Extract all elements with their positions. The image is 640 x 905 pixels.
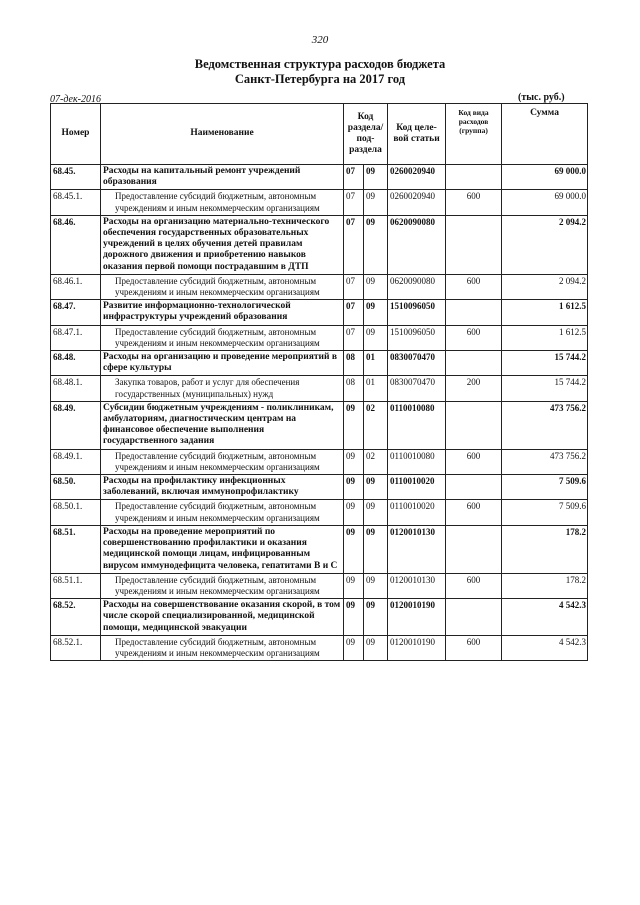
cell-target: 0620090080 — [388, 215, 446, 274]
header-name: Наименование — [101, 104, 344, 165]
cell-expense-type — [446, 165, 502, 190]
cell-target: 0120010130 — [388, 525, 446, 573]
table-body — [51, 165, 588, 661]
cell-name: Расходы на проведение мероприятий по совершенствованию профилактики и оказания медицинской помощи лицам, инфицированным вирусом иммунодефицита человека, гепатитами В и С — [101, 525, 344, 573]
cell-number: 68.48. — [51, 351, 101, 376]
header-number: Номер — [51, 104, 101, 165]
cell-number: 68.50.1. — [51, 500, 101, 525]
cell-number: 68.45.1. — [51, 190, 101, 215]
cell-razdel: 09 — [344, 573, 364, 598]
document-title — [0, 57, 640, 87]
cell-name: Расходы на организацию и проведение мероприятий в сфере культуры — [101, 351, 344, 376]
cell-podrazdel: 02 — [364, 449, 388, 474]
budget-table — [50, 103, 588, 661]
cell-expense-type: 600 — [446, 449, 502, 474]
cell-podrazdel: 09 — [364, 190, 388, 215]
cell-podrazdel: 09 — [364, 573, 388, 598]
cell-target: 0110010020 — [388, 500, 446, 525]
table-row — [51, 325, 588, 350]
cell-podrazdel: 09 — [364, 325, 388, 350]
cell-podrazdel: 09 — [364, 525, 388, 573]
cell-razdel: 07 — [344, 300, 364, 325]
cell-name: Расходы на организацию материально-технического обеспечения государственных образовательных учреждений в целях обучения детей правилам дорожного движения и приобретению навыков оказания первой помощи пострадавшим в ДТП — [101, 215, 344, 274]
cell-name: Предоставление субсидий бюджетным, автономным учреждениям и иным некоммерческим организациям — [101, 274, 344, 299]
header-target: Код целе- вой статьи — [388, 104, 446, 165]
table-row — [51, 401, 588, 449]
cell-name: Расходы на капитальный ремонт учреждений образования — [101, 165, 344, 190]
cell-number: 68.46. — [51, 215, 101, 274]
cell-podrazdel: 09 — [364, 165, 388, 190]
cell-expense-type — [446, 599, 502, 636]
cell-expense-type — [446, 525, 502, 573]
cell-name: Развитие информационно-технологической инфраструктуры учреждений образования — [101, 300, 344, 325]
cell-name: Расходы на совершенствование оказания скорой, в том числе скорой специализированной, медицинской помощи, медицинской эвакуации — [101, 599, 344, 636]
cell-sum: 4 542.3 — [502, 599, 588, 636]
cell-sum: 2 094.2 — [502, 215, 588, 274]
cell-target: 0620090080 — [388, 274, 446, 299]
table-row — [51, 190, 588, 215]
cell-number: 68.51.1. — [51, 573, 101, 598]
cell-expense-type: 600 — [446, 573, 502, 598]
title-line-1: Ведомственная структура расходов бюджета — [194, 57, 446, 71]
document-date: 07-дек-2016 — [50, 94, 101, 105]
cell-expense-type: 600 — [446, 190, 502, 215]
cell-expense-type — [446, 215, 502, 274]
cell-number: 68.47.1. — [51, 325, 101, 350]
cell-number: 68.51. — [51, 525, 101, 573]
cell-target: 0260020940 — [388, 165, 446, 190]
table-row — [51, 635, 588, 660]
cell-name: Закупка товаров, работ и услуг для обеспечения государственных (муниципальных) нужд — [101, 376, 344, 401]
cell-podrazdel: 09 — [364, 300, 388, 325]
cell-name: Предоставление субсидий бюджетным, автономным учреждениям и иным некоммерческим организациям — [101, 635, 344, 660]
table-row — [51, 376, 588, 401]
cell-razdel: 08 — [344, 351, 364, 376]
cell-expense-type: 200 — [446, 376, 502, 401]
cell-expense-type: 600 — [446, 325, 502, 350]
cell-podrazdel: 01 — [364, 376, 388, 401]
cell-sum: 15 744.2 — [502, 351, 588, 376]
cell-razdel: 09 — [344, 635, 364, 660]
cell-sum: 178.2 — [502, 573, 588, 598]
cell-sum: 4 542.3 — [502, 635, 588, 660]
cell-razdel: 07 — [344, 325, 364, 350]
header-sum: Сумма — [502, 104, 588, 165]
title-line-2: Санкт-Петербурга на 2017 год — [234, 72, 406, 86]
cell-podrazdel: 09 — [364, 274, 388, 299]
cell-podrazdel: 09 — [364, 215, 388, 274]
cell-target: 0110010080 — [388, 401, 446, 449]
cell-number: 68.49. — [51, 401, 101, 449]
table-header-row — [51, 104, 588, 165]
table-row — [51, 449, 588, 474]
cell-target: 0120010130 — [388, 573, 446, 598]
header-expense-type: Код вида расходов (группа) — [446, 104, 502, 165]
cell-razdel: 07 — [344, 274, 364, 299]
cell-name: Предоставление субсидий бюджетным, автономным учреждениям и иным некоммерческим организациям — [101, 325, 344, 350]
cell-sum: 69 000.0 — [502, 190, 588, 215]
cell-target: 0120010190 — [388, 635, 446, 660]
cell-sum: 7 509.6 — [502, 475, 588, 500]
cell-number: 68.50. — [51, 475, 101, 500]
cell-name: Субсидии бюджетным учреждениям - поликлиникам, амбулаториям, диагностическим центрам на финансовое обеспечение выполнения государственного задания — [101, 401, 344, 449]
cell-name: Предоставление субсидий бюджетным, автономным учреждениям и иным некоммерческим организациям — [101, 449, 344, 474]
cell-target: 0110010020 — [388, 475, 446, 500]
cell-sum: 473 756.2 — [502, 401, 588, 449]
cell-razdel: 07 — [344, 165, 364, 190]
cell-expense-type — [446, 300, 502, 325]
cell-podrazdel: 09 — [364, 475, 388, 500]
cell-target: 1510096050 — [388, 300, 446, 325]
cell-number: 68.52.1. — [51, 635, 101, 660]
cell-sum: 473 756.2 — [502, 449, 588, 474]
cell-razdel: 09 — [344, 475, 364, 500]
table-row — [51, 500, 588, 525]
cell-number: 68.52. — [51, 599, 101, 636]
cell-sum: 1 612.5 — [502, 300, 588, 325]
cell-sum: 69 000.0 — [502, 165, 588, 190]
cell-target: 0260020940 — [388, 190, 446, 215]
cell-sum: 2 094.2 — [502, 274, 588, 299]
table-row — [51, 300, 588, 325]
cell-target: 0110010080 — [388, 449, 446, 474]
header-section: Код раздела/ под- раздела — [344, 104, 388, 165]
cell-expense-type: 600 — [446, 274, 502, 299]
table-row — [51, 215, 588, 274]
cell-razdel: 09 — [344, 449, 364, 474]
cell-podrazdel: 01 — [364, 351, 388, 376]
cell-razdel: 09 — [344, 599, 364, 636]
table-row — [51, 475, 588, 500]
table-row — [51, 599, 588, 636]
cell-sum: 1 612.5 — [502, 325, 588, 350]
cell-razdel: 07 — [344, 215, 364, 274]
cell-number: 68.49.1. — [51, 449, 101, 474]
cell-target: 0830070470 — [388, 351, 446, 376]
cell-number: 68.47. — [51, 300, 101, 325]
cell-expense-type — [446, 475, 502, 500]
cell-number: 68.46.1. — [51, 274, 101, 299]
cell-sum: 15 744.2 — [502, 376, 588, 401]
units-label: (тыс. руб.) — [518, 92, 565, 103]
cell-podrazdel: 02 — [364, 401, 388, 449]
cell-expense-type: 600 — [446, 500, 502, 525]
cell-podrazdel: 09 — [364, 599, 388, 636]
cell-expense-type — [446, 351, 502, 376]
cell-razdel: 08 — [344, 376, 364, 401]
cell-target: 0830070470 — [388, 376, 446, 401]
table-row — [51, 165, 588, 190]
cell-number: 68.48.1. — [51, 376, 101, 401]
table-row — [51, 274, 588, 299]
cell-razdel: 09 — [344, 401, 364, 449]
cell-expense-type: 600 — [446, 635, 502, 660]
cell-expense-type — [446, 401, 502, 449]
cell-podrazdel: 09 — [364, 500, 388, 525]
table-row — [51, 573, 588, 598]
cell-sum: 178.2 — [502, 525, 588, 573]
table-row — [51, 351, 588, 376]
cell-name: Предоставление субсидий бюджетным, автономным учреждениям и иным некоммерческим организациям — [101, 500, 344, 525]
cell-razdel: 07 — [344, 190, 364, 215]
cell-name: Предоставление субсидий бюджетным, автономным учреждениям и иным некоммерческим организациям — [101, 573, 344, 598]
cell-name: Предоставление субсидий бюджетным, автономным учреждениям и иным некоммерческим организациям — [101, 190, 344, 215]
cell-razdel: 09 — [344, 525, 364, 573]
cell-name: Расходы на профилактику инфекционных заболеваний, включая иммунопрофилактику — [101, 475, 344, 500]
cell-target: 1510096050 — [388, 325, 446, 350]
cell-razdel: 09 — [344, 500, 364, 525]
cell-number: 68.45. — [51, 165, 101, 190]
cell-target: 0120010190 — [388, 599, 446, 636]
cell-podrazdel: 09 — [364, 635, 388, 660]
page-number: 320 — [311, 34, 329, 46]
table-row — [51, 525, 588, 573]
cell-sum: 7 509.6 — [502, 500, 588, 525]
